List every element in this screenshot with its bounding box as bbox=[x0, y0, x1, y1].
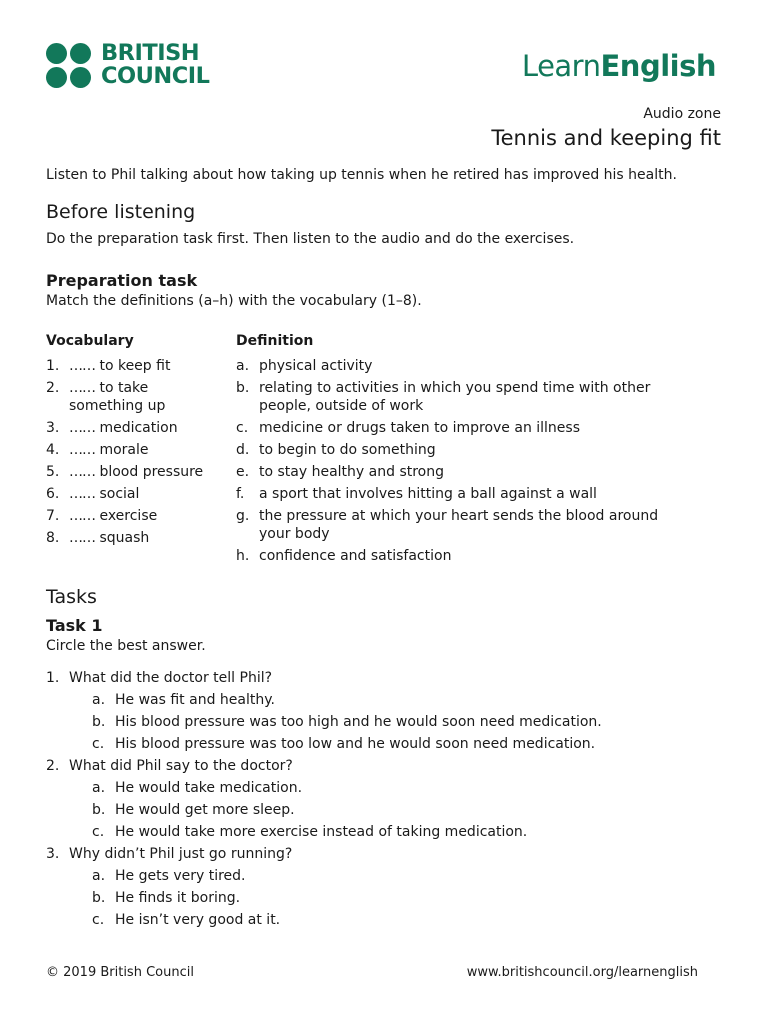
task-1-instruction: Circle the best answer. bbox=[46, 638, 206, 654]
logo-line-1: BRITISH bbox=[101, 40, 200, 66]
footer-url-link[interactable]: www.britishcouncil.org/learnenglish bbox=[466, 965, 698, 980]
vocab-item: 3. …… medication bbox=[46, 420, 178, 436]
tasks-heading: Tasks bbox=[46, 586, 97, 608]
vocab-item: 2. …… to take something up bbox=[46, 380, 166, 414]
before-listening-text: Do the preparation task first. Then listen to the audio and do the exercises. bbox=[46, 231, 575, 247]
vocab-item: 4. …… morale bbox=[46, 442, 149, 458]
before-listening-heading: Before listening bbox=[46, 201, 196, 223]
task-1-heading: Task 1 bbox=[46, 616, 103, 635]
question: 1. What did the doctor tell Phil? bbox=[46, 670, 273, 686]
preparation-task-heading: Preparation task bbox=[46, 271, 198, 290]
question: 3. Why didn’t Phil just go running? bbox=[46, 846, 293, 862]
answer-option[interactable]: b. He finds it boring. bbox=[92, 890, 241, 906]
learnenglish-logo bbox=[522, 48, 716, 84]
definition-item: d. to begin to do something bbox=[236, 442, 436, 458]
british-council-logo bbox=[46, 40, 216, 89]
definition-item: g. the pressure at which your heart sends the blood around your body bbox=[236, 508, 659, 542]
answer-option[interactable]: a. He would take medication. bbox=[92, 780, 303, 796]
section-label: Audio zone bbox=[643, 106, 721, 122]
brand-learn: Learn bbox=[521, 49, 601, 83]
answer-option[interactable]: b. His blood pressure was too high and he would soon need medication. bbox=[92, 714, 602, 730]
vocab-item: 6. …… social bbox=[46, 486, 140, 502]
answer-option[interactable]: b. He would get more sleep. bbox=[92, 802, 295, 818]
logo-line-2: COUNCIL bbox=[101, 62, 210, 89]
intro-text: Listen to Phil talking about how taking up tennis when he retired has improved his health. bbox=[46, 167, 677, 183]
definition-item: f. a sport that involves hitting a ball against a wall bbox=[236, 486, 597, 502]
vocab-item: 1. …… to keep fit bbox=[46, 358, 171, 374]
definition-item: b. relating to activities in which you spend time with other people, outside of work bbox=[236, 380, 651, 414]
logo-dots-icon bbox=[46, 43, 92, 89]
page-title: Tennis and keeping fit bbox=[491, 126, 721, 150]
vocabulary-header: Vocabulary bbox=[46, 333, 134, 349]
answer-option[interactable]: a. He was fit and healthy. bbox=[92, 692, 275, 708]
vocab-item: 5. …… blood pressure bbox=[46, 464, 204, 480]
definition-item: c. medicine or drugs taken to improve an illness bbox=[236, 420, 581, 436]
answer-option[interactable]: a. He gets very tired. bbox=[92, 868, 246, 884]
answer-option[interactable]: c. His blood pressure was too low and he would soon need medication. bbox=[92, 736, 596, 752]
answer-option[interactable]: c. He would take more exercise instead of taking medication. bbox=[92, 824, 528, 840]
vocab-item: 7. …… exercise bbox=[46, 508, 158, 524]
question: 2. What did Phil say to the doctor? bbox=[46, 758, 293, 774]
answer-option[interactable]: c. He isn’t very good at it. bbox=[92, 912, 281, 928]
definition-item: e. to stay healthy and strong bbox=[236, 464, 445, 480]
definition-header: Definition bbox=[236, 333, 314, 349]
brand-english: English bbox=[600, 49, 716, 83]
vocab-item: 8. …… squash bbox=[46, 530, 150, 546]
definition-item: h. confidence and satisfaction bbox=[236, 548, 452, 564]
preparation-instruction: Match the definitions (a–h) with the vocabulary (1–8). bbox=[46, 293, 422, 309]
definition-item: a. physical activity bbox=[236, 358, 373, 374]
footer-copyright: © 2019 British Council bbox=[46, 965, 194, 980]
